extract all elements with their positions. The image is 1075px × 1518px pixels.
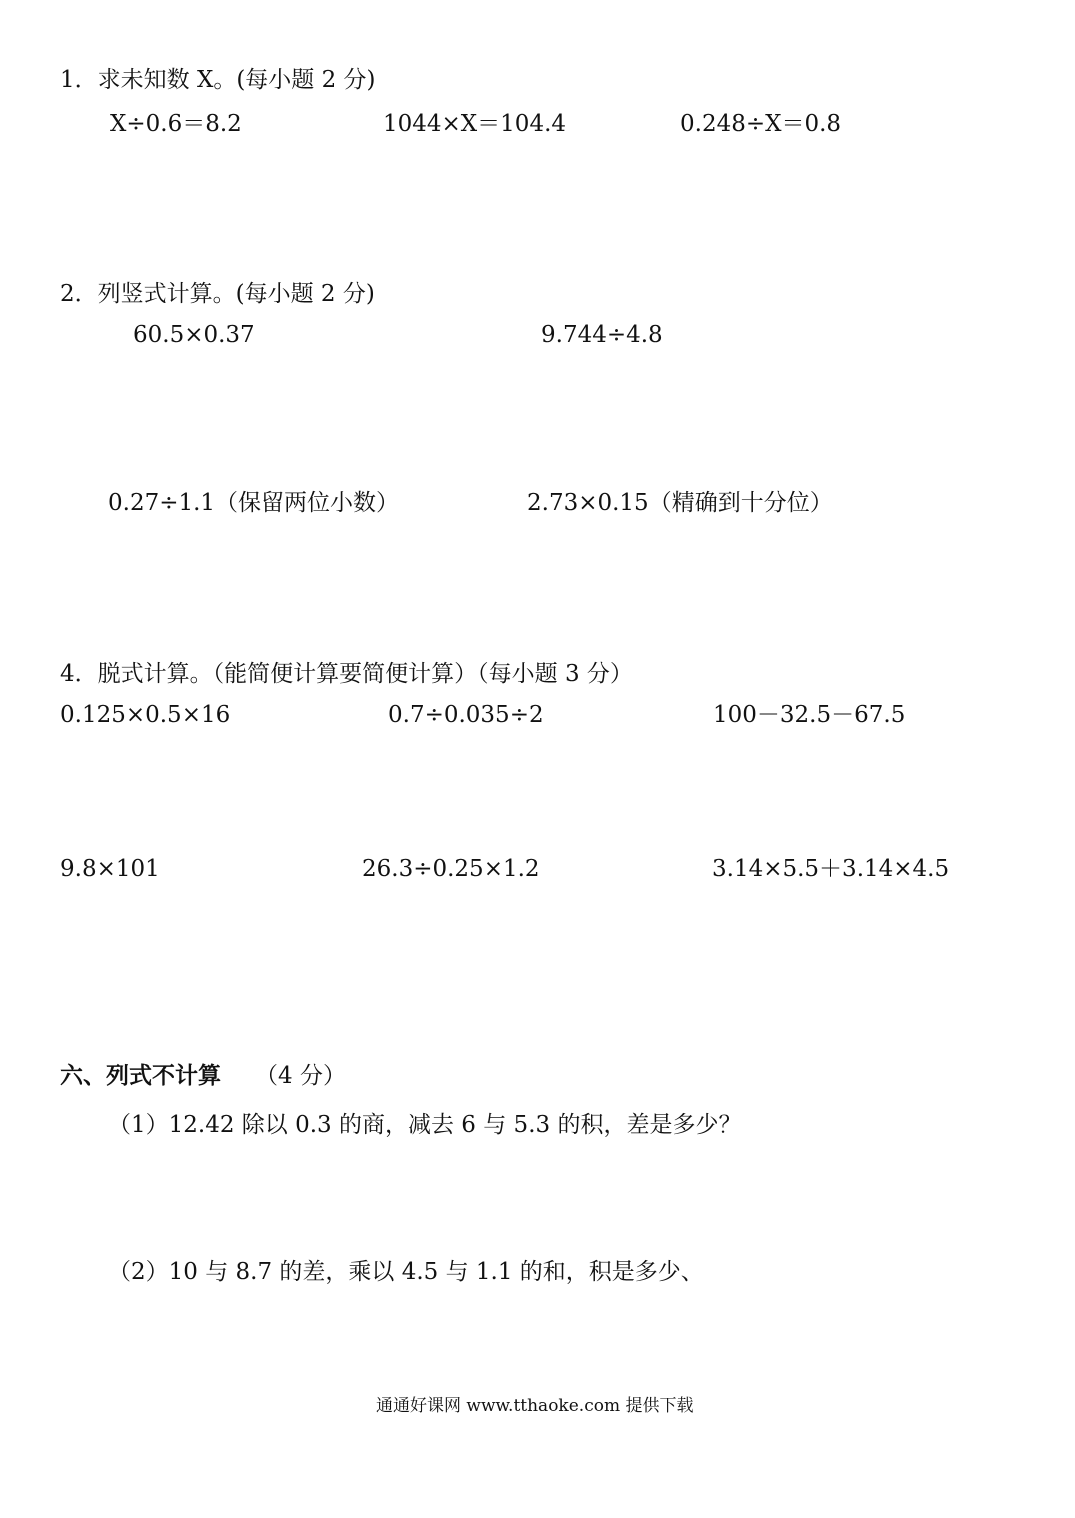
vertical-calc-3: 0.27÷1.1（保留两位小数） bbox=[108, 490, 400, 516]
word-question-1: （1）12.42 除以 0.3 的商，减去 6 与 5.3 的积，差是多少？ bbox=[108, 1112, 742, 1138]
word-question-2: （2）10 与 8.7 的差，乘以 4.5 与 1.1 的和，积是多少、 bbox=[108, 1259, 704, 1285]
step-calc-2: 0.7÷0.035÷2 bbox=[388, 702, 544, 728]
section6-points: （4 分） bbox=[255, 1063, 346, 1089]
step-calc-3: 100－32.5－67.5 bbox=[713, 702, 906, 728]
section6-title: 六、列式不计算 bbox=[60, 1062, 221, 1089]
equation-1: X÷0.6＝8.2 bbox=[110, 111, 242, 137]
step-calc-4: 9.8×101 bbox=[60, 856, 160, 882]
equation-2: 1044×X＝104.4 bbox=[383, 111, 567, 137]
section4-heading: 4．脱式计算。（能简便计算要简便计算）（每小题 3 分） bbox=[60, 661, 633, 687]
vertical-calc-1: 60.5×0.37 bbox=[133, 322, 255, 348]
step-calc-5: 26.3÷0.25×1.2 bbox=[362, 856, 540, 882]
equation-3: 0.248÷X＝0.8 bbox=[680, 111, 842, 137]
page-footer: 通通好课网 www.tthaoke.com 提供下载 bbox=[376, 1396, 694, 1416]
step-calc-1: 0.125×0.5×16 bbox=[60, 702, 231, 728]
section2-heading: 2．列竖式计算。(每小题 2 分) bbox=[60, 281, 375, 307]
step-calc-6: 3.14×5.5＋3.14×4.5 bbox=[712, 856, 950, 882]
section1-heading: 1．求未知数 X。(每小题 2 分) bbox=[60, 67, 376, 93]
vertical-calc-2: 9.744÷4.8 bbox=[541, 322, 663, 348]
vertical-calc-4: 2.73×0.15（精确到十分位） bbox=[527, 490, 833, 516]
